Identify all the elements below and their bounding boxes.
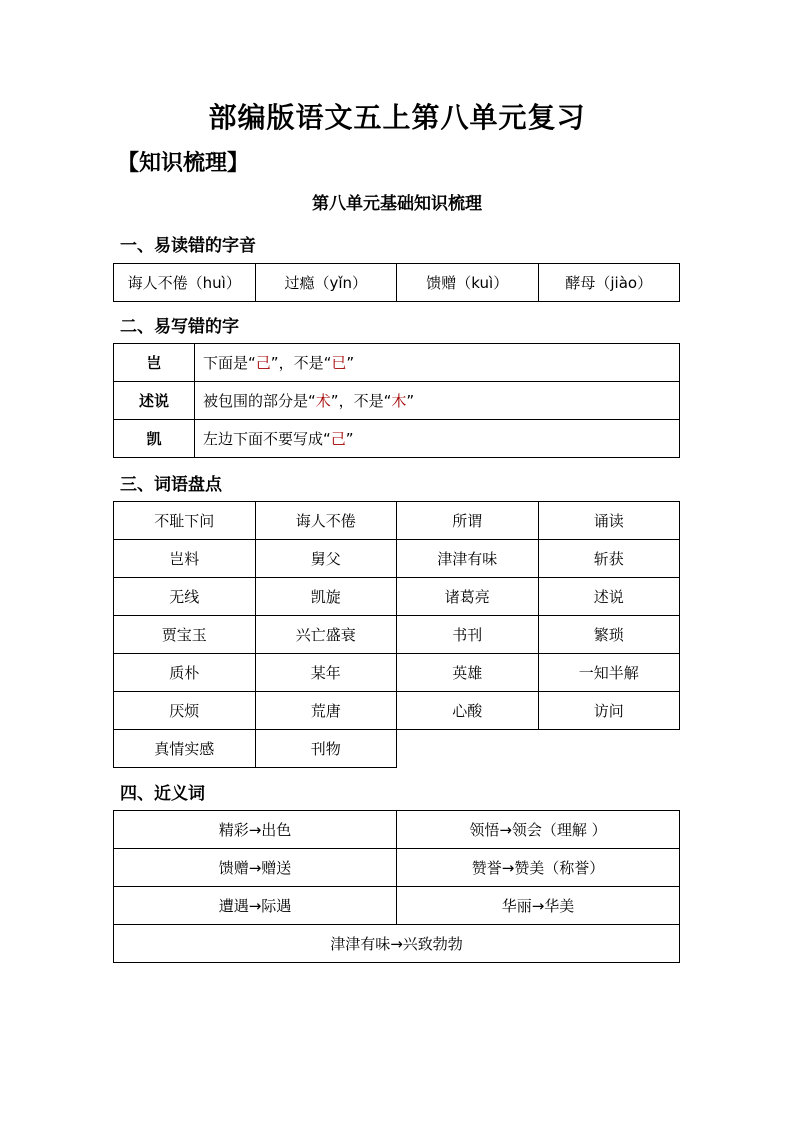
table-cell: 赞誉→赞美（称誉） [397,849,680,887]
table-cell: 酵母（jiào） [538,264,680,302]
table-cell: 舅父 [255,540,397,578]
table-cell: 岂 [114,344,195,382]
table-cell: 真情实感 [114,730,256,768]
table-cell [195,382,680,420]
table-cell: 贾宝玉 [114,616,256,654]
table-cell: 过瘾（yǐn） [255,264,397,302]
table-cell: 英雄 [397,654,539,692]
table-row [114,540,680,578]
table-row [114,692,680,730]
table-cell: 质朴 [114,654,256,692]
table-cell: 厌烦 [114,692,256,730]
highlight-char: 已 [331,354,347,372]
table-cell: 访问 [538,692,680,730]
table-row [114,616,680,654]
knowledge-heading: 【知识梳理】 [117,151,250,176]
table-row [114,730,680,768]
table-row [114,264,680,302]
table-cell: 津津有味 [397,540,539,578]
table-cell: 馈赠→赠送 [114,849,397,887]
table-row [114,578,680,616]
table-cell: 诲人不倦 [255,502,397,540]
table-row [114,887,680,925]
table-cell: 一知半解 [538,654,680,692]
section-heading-vocabulary: 三、词语盘点 [120,475,222,495]
table-cell: 领悟→领会（理解 ） [397,811,680,849]
section-heading-writing: 二、易写错的字 [120,317,239,337]
table-cell: 书刊 [397,616,539,654]
table-cell: 无线 [114,578,256,616]
table-cell: 馈赠（kuì） [397,264,539,302]
empty-cell [397,730,539,768]
table-cell: 所谓 [397,502,539,540]
note-text: 下面是“ [203,354,256,372]
note-text: ” [345,430,354,448]
note-text: 被包围的部分是“ [203,392,316,410]
note-text: ” [406,392,415,410]
table-cell: 精彩→出色 [114,811,397,849]
section-heading-synonyms: 四、近义词 [120,784,205,804]
table-cell: 遭遇→际遇 [114,887,397,925]
table-cell: 刊物 [255,730,397,768]
note-text: 左边下面不要写成“ [203,430,331,448]
writing-table [113,343,680,458]
table-cell: 诲人不倦（huì） [114,264,256,302]
highlight-char: 术 [315,392,331,410]
table-cell: 诸葛亮 [397,578,539,616]
note-text: ”，不是“ [330,392,392,410]
table-row [114,382,680,420]
table-cell: 诵读 [538,502,680,540]
table-cell: 岂料 [114,540,256,578]
table-cell [195,344,680,382]
table-cell: 荒唐 [255,692,397,730]
highlight-char: 己 [330,430,346,448]
table-cell: 某年 [255,654,397,692]
highlight-char: 木 [391,392,407,410]
subtitle: 第八单元基础知识梳理 [312,194,482,214]
table-cell: 兴亡盛衰 [255,616,397,654]
table-cell: 华丽→华美 [397,887,680,925]
table-row [114,811,680,849]
table-cell: 斩获 [538,540,680,578]
highlight-char: 己 [255,354,271,372]
table-cell: 津津有味→兴致勃勃 [114,925,680,963]
vocabulary-table [113,501,680,768]
note-text: ”，不是“ [270,354,332,372]
table-row [114,925,680,963]
synonym-table [113,810,680,963]
table-cell: 不耻下问 [114,502,256,540]
table-row [114,502,680,540]
table-cell: 述说 [114,382,195,420]
table-cell: 心酸 [397,692,539,730]
table-row [114,420,680,458]
table-cell: 述说 [538,578,680,616]
table-cell: 繁琐 [538,616,680,654]
table-row [114,654,680,692]
section-heading-pronunciation: 一、易读错的字音 [120,236,256,256]
note-text: ” [346,354,355,372]
table-cell [195,420,680,458]
table-row [114,849,680,887]
page-title: 部编版语文五上第八单元复习 [208,101,586,134]
table-row [114,344,680,382]
pronunciation-table [113,263,680,302]
table-cell: 凯 [114,420,195,458]
empty-cell [538,730,680,768]
table-cell: 凯旋 [255,578,397,616]
